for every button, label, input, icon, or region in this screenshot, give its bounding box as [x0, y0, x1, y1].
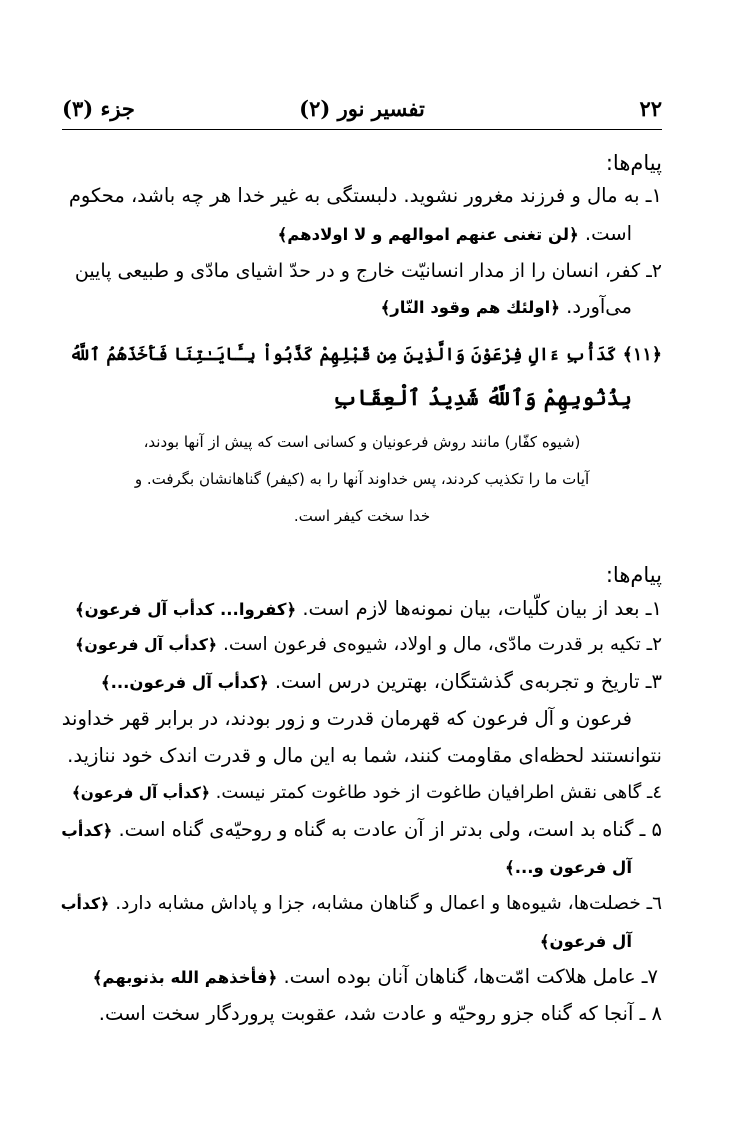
section2-line-8: [62, 852, 632, 883]
quran-quote: ﴿کدأب: [61, 821, 113, 840]
section2-line-1: [62, 594, 662, 625]
section2-line-4-text: فرعون و آل فرعون که قهرمان قدرت و زور بودند، در برابر قهر خداوند: [61, 707, 632, 730]
section1-line-3-text: ۲ـ کفر، انسان را از مدار انسانیّت خارج و در حدّ اشیای مادّی و طبیعی پایین: [74, 260, 662, 282]
quran-quote: ﴿کدأب: [60, 894, 110, 913]
section2-heading: پیام‌ها:: [605, 563, 662, 587]
section2-line-11-text: ۷ـ عامل هلاکت امّت‌ها، گناهان آنان بوده است.: [283, 965, 658, 988]
quran-quote: ﴿کفروا... کدأب آل فرعون﴾: [75, 600, 297, 619]
section2-line-7: [62, 815, 662, 846]
section2-line-5-text: نتوانستند لحظه‌ای مقاومت کنند، شما به این مال و قدرت اندک خود ننازید.: [67, 744, 662, 767]
translation-line-2: آیات ما را تکذیب کردند، پس خداوند آنها را به (کیفر) گناهانشان بگرفت. و: [134, 470, 590, 488]
quran-quote: ﴿کدأب آل فرعون﴾: [75, 635, 218, 654]
header-divider: [62, 129, 662, 130]
section1-line-4: [62, 292, 632, 323]
section2-line-3-text: ۳ـ تاریخ و تجربه‌ی گذشتگان، بهترین درس است.: [274, 670, 662, 693]
section2-line-3: [62, 667, 662, 698]
section2-line-9: [62, 889, 662, 919]
quran-quote: ﴿اولئك هم وقود النّار﴾: [380, 298, 560, 317]
section1-line-1-text: ۱ـ به مال و فرزند مغرور نشوید. دلبستگی به غیر خدا هر چه باشد، محکوم: [68, 184, 662, 207]
quran-quote: آل فرعون﴾: [539, 932, 632, 951]
section2-line-6-text: ٤ـ گاهی نقش اطرافیان طاغوت از خود طاغوت کمتر نیست.: [215, 782, 662, 803]
verse-line-2: بِذُنُوبِهِمْ وَٱللَّهُ شَدِيدُ ٱلْعِقَابِ: [332, 386, 632, 411]
section2-line-12-text: ۸ ـ آنجا که گناه جزو روحیّه و عادت شد، عقوبت پروردگار سخت است.: [98, 1002, 662, 1025]
page-number: ۲۲: [639, 96, 662, 121]
section2-line-2: [62, 630, 662, 660]
section2-line-12: [62, 999, 662, 1029]
section2-line-1-text: ۱ـ بعد از بیان کلّیات، بیان نمونه‌ها لازم است.: [302, 597, 662, 620]
running-header: [62, 96, 662, 128]
section2-line-9-text: ٦ـ خصلت‌ها، شیوه‌ها و اعمال و گناهان مشابه، جزا و پاداش مشابه دارد.: [115, 893, 662, 914]
section1-line-4-text: می‌آورد.: [566, 295, 632, 318]
section1-line-1: [62, 181, 662, 211]
translation-line-1: (شیوه کفّار) مانند روش فرعونیان و کسانی است که پیش از آنها بودند،: [143, 433, 581, 451]
section2-line-2-text: ۲ـ تکیه بر قدرت مادّی، مال و اولاد، شیوه‌ی فرعون است.: [222, 634, 662, 655]
section1-line-3: [62, 256, 662, 286]
quran-quote: آل فرعون و...﴾: [505, 858, 632, 877]
juz-label: جزء (۳): [62, 96, 135, 121]
section2-line-6: [62, 778, 662, 808]
quran-quote: ﴿کدأب آل فرعون﴾: [71, 784, 210, 802]
verse-line-1: ﴿۱۱﴾ كَدَأْبِ ءَالِ فِرْعَوْنَ وَالَّذِينَ مِن قَبْلِهِمْ كَذَّبُواْ بِـَٔايَـٰتِنَا فَأَخَذَهُمُ ٱللَّهُ: [69, 345, 662, 365]
section1-heading: پیام‌ها:: [605, 151, 662, 175]
section1-line-2: [62, 219, 632, 250]
quran-quote: ﴿کدأب آل فرعون...﴾: [100, 673, 269, 692]
quran-quote: ﴿لن تغنی عنهم اموالهم و لا اولادهم﴾: [277, 225, 579, 244]
section2-line-4: [62, 704, 632, 734]
section2-line-7-text: ۵ ـ گناه بد است، ولی بدتر از آن عادت به گناه و روحیّه‌ی گناه است.: [118, 818, 662, 841]
section1-line-2-text: است.: [584, 222, 632, 245]
translation-line-3: خدا سخت کیفر است.: [293, 507, 431, 525]
section2-line-11: [62, 962, 658, 993]
section2-line-5: [62, 741, 662, 771]
book-title: تفسیر نور (۲): [299, 96, 425, 121]
section2-line-10: [62, 926, 632, 957]
quran-quote: ﴿فأخذهم الله بذنوبهم﴾: [92, 968, 278, 987]
